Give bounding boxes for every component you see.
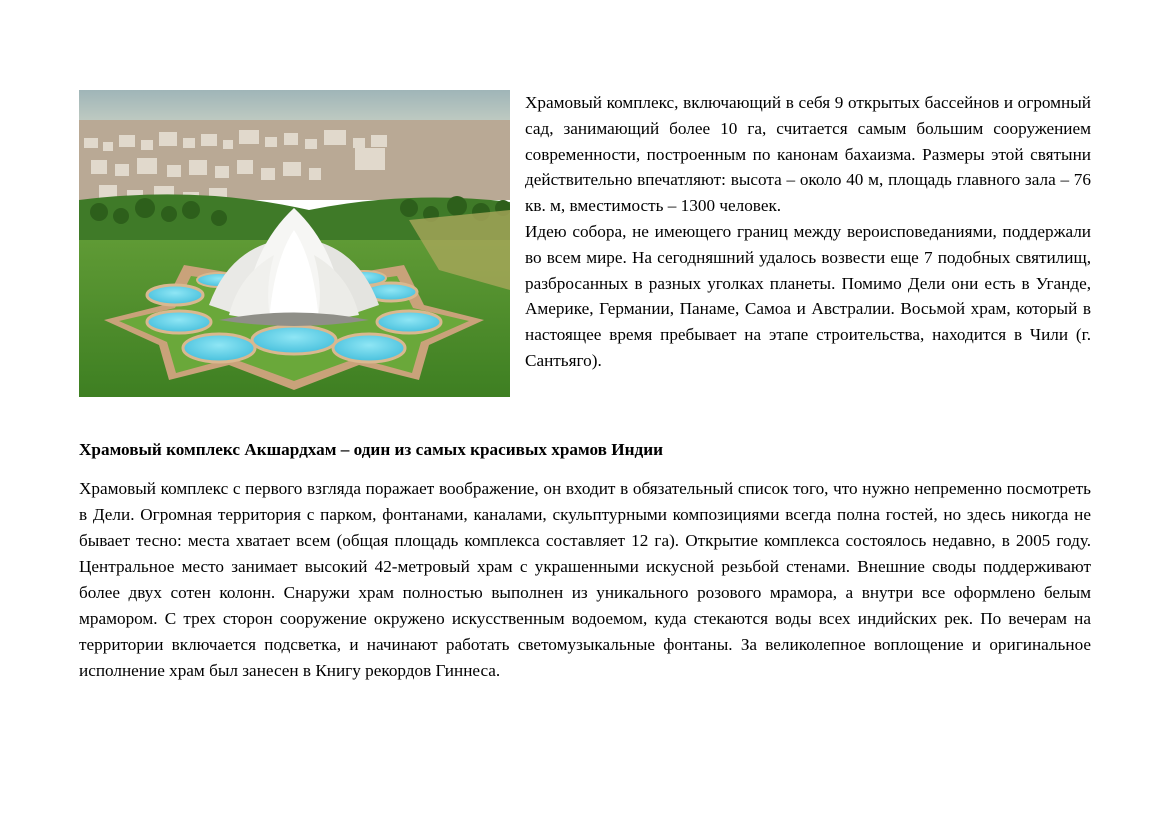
section-paragraph: Храмовый комплекс с первого взгляда поражает воображение, он входит в обязательный список того, что нужно непременно посмотреть в Дели. Огромная территория с парком, фонтанами, каналами, скульптурными композициями всегда полна гостей, но здесь никогда не бывает тесно: места хватает всем (общая площадь комплекса составляет 12 га). Открытие комплекса состоялось недавно, в 2005 году. Центральное место занимает высокий 42-метровый храм с украшенными искусной резьбой стенами. Внешние своды поддерживают более двух сотен колонн. Снаружи храм полностью выполнен из уникального розового мрамора, а внутри все оформлено белым мрамором. С трех сторон сооружение окружено искусственным водоемом, куда стекаются воды всех индийских рек. По вечерам на территории включается подсветка, и начинают работать светомузыкальные фонтаны. За великолепное воплощение и оригинальное исполнение храм был занесен в Книгу рекордов Гиннеса. — [79, 479, 1091, 680]
section-heading: Храмовый комплекс Акшардхам – один из самых красивых храмов Индии — [79, 440, 664, 459]
intro-paragraph-2: Идею собора, не имеющего границ между вероисповеданиями, поддержали во всем мире. На сегодняшний удалось возвести еще 7 подобных святилищ, разбросанных в разных уголках планеты. Помимо Дели они есть в Уганде, Америке, Германии, Панаме, Самоа и Австралии. Восьмой храм, который в настоящее время пребывает на этапе строительства, находится в Чили (г. Сантьяго). — [525, 221, 1091, 370]
intro-text-column — [525, 90, 1091, 374]
intro-paragraph-1: Храмовый комплекс, включающий в себя 9 открытых бассейнов и огромный сад, занимающий более 10 га, считается самым большим сооружением современности, построенным по канонам бахаизма. Размеры этой святыни действительно впечатляют: высота – около 40 м, площадь главного зала – 76 кв. м, вместимость – 1300 человек. — [525, 93, 1091, 216]
lotus-temple-illustration — [79, 90, 510, 397]
lotus-temple-photo — [79, 90, 510, 397]
